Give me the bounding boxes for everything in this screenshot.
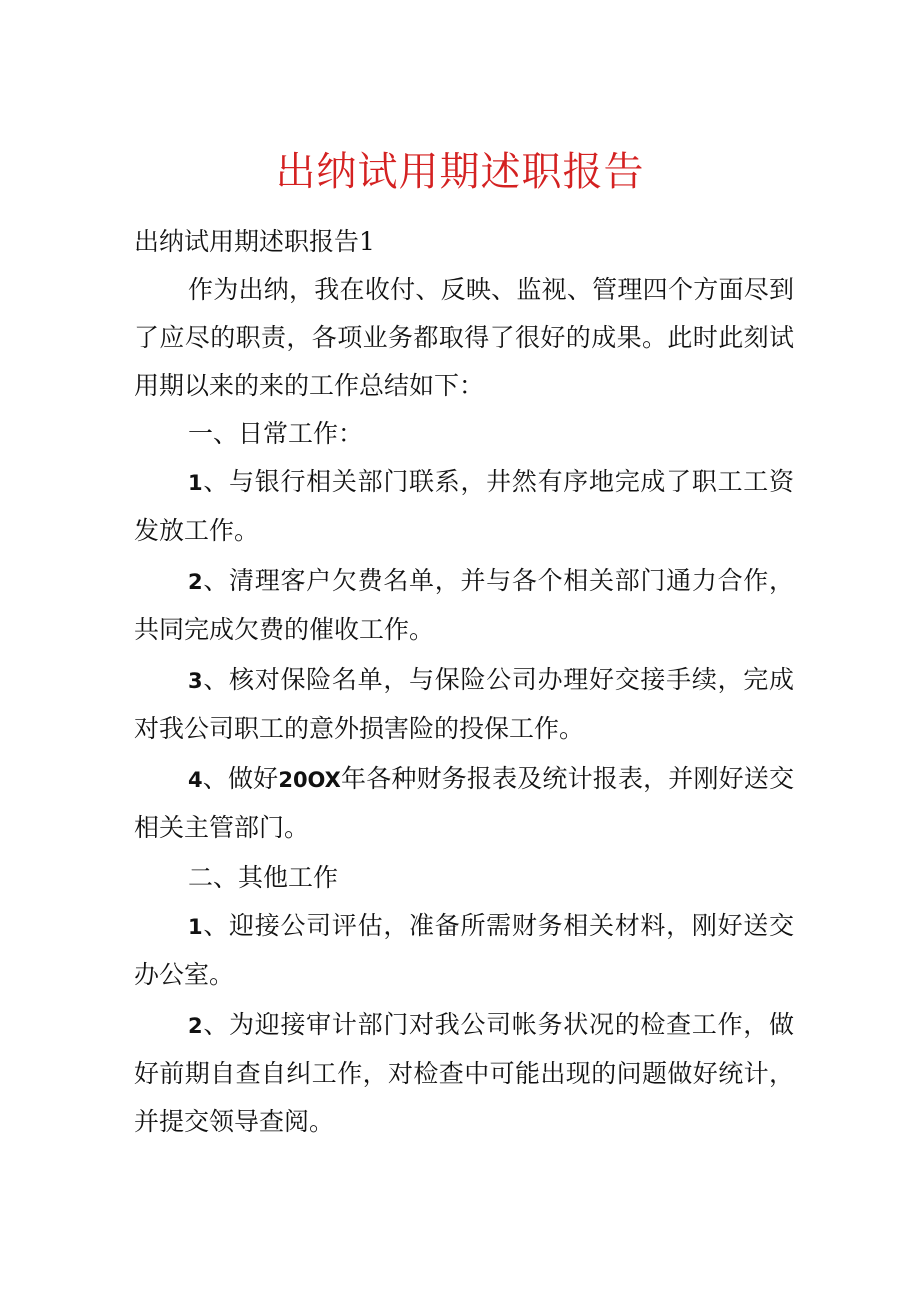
paragraph-text: 、迎接公司评估，准备所需财务相关材料，刚好送交办公室。 (134, 911, 794, 989)
paragraph-text: 作为出纳，我在收付、反映、监视、管理四个方面尽到了应尽的职责，各项业务都取得了很好的成果。此时此刻试用期以来的来的工作总结如下： (134, 275, 794, 400)
item-number: 1 (188, 915, 203, 939)
document-title: 出纳试用期述职报告 (275, 149, 645, 195)
document-subtitle: 出纳试用期述职报告1 (134, 227, 375, 256)
paragraph-text: 二、其他工作 (188, 863, 339, 892)
paragraph-text: 、做好 (202, 764, 279, 793)
paragraph-text: 、为迎接审计部门对我公司帐务状况的检查工作，做好前期自查自纠工作，对检查中可能出现的问题做好统计，并提交领导查阅。 (134, 1010, 794, 1136)
list-item (134, 656, 794, 753)
item-number: 3 (188, 669, 203, 693)
paragraph-intro (134, 266, 794, 410)
paragraph-text: 一、日常工作： (188, 419, 364, 448)
item-number: 2 (188, 1014, 203, 1038)
paragraph-text: 年各种财务报表及统计报表，并刚好送交相关主管部门。 (134, 764, 794, 842)
paragraph-text: 、与银行相关部门联系，井然有序地完成了职工工资发放工作。 (134, 467, 794, 545)
item-number: 4 (188, 768, 203, 792)
paragraph-text: 、清理客户欠费名单，并与各个相关部门通力合作，共同完成欠费的催收工作。 (134, 566, 794, 644)
list-item (134, 902, 794, 999)
document-body (134, 218, 794, 1146)
paragraph-text: 、核对保险名单，与保险公司办理好交接手续，完成对我公司职工的意外损害险的投保工作。 (134, 665, 794, 743)
list-item (134, 1001, 794, 1146)
list-item (134, 755, 794, 852)
list-item (134, 458, 794, 555)
list-item (134, 557, 794, 654)
section-heading-other-work (134, 854, 794, 902)
item-number: 1 (188, 471, 203, 495)
item-number: 2 (188, 570, 203, 594)
section-heading-daily-work (134, 410, 794, 458)
year-text: 20OX (278, 768, 341, 792)
